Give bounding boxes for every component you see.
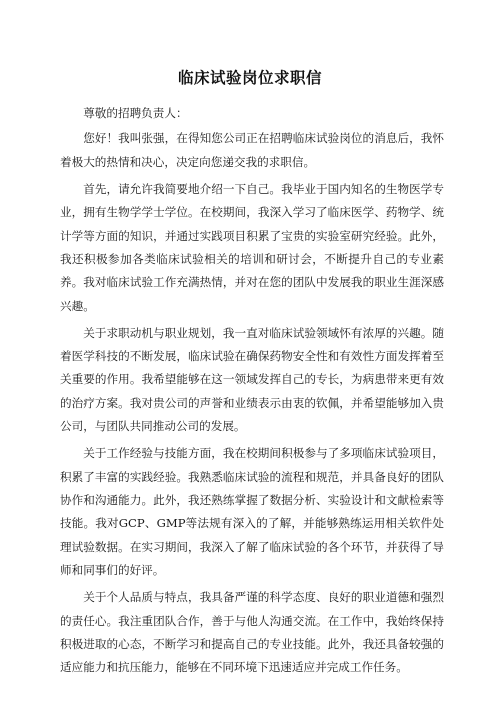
paragraph-motivation: 关于求职动机与职业规划，我一直对临床试验领域怀有浓厚的兴趣。随着医学科技的不断发展，临床试验在确保药物安全性和有效性方面发挥着至关重要的作用。我希望能够在这一领域发挥自己的专长，为病患带来更有效的治疗方案。我对贵公司的声誉和业绩表示由衷的钦佩，并希望能够加入贵公司，与团队共同推动公司的发展。 (60, 325, 444, 434)
paragraph-introduction: 首先，请允许我简要地介绍一下自己。我毕业于国内知名的生物医学专业，拥有生物学学士学位。在校期间，我深入学习了临床医学、药物学、统计学等方面的知识，并通过实践项目积累了宝贵的实验室研究经验。此外，我还积极参加各类临床试验相关的培训和研讨会，不断提升自己的专业素养。我对临床试验工作充满热情，并对在您的团队中发展我的职业生涯深感兴趣。 (60, 181, 444, 313)
paragraph-greeting: 您好！我叫张强，在得知您公司正在招聘临床试验岗位的消息后，我怀着极大的热情和决心，决定向您递交我的求职信。 (60, 131, 444, 169)
paragraph-qualities: 关于个人品质与特点，我具备严谨的科学态度、良好的职业道德和强烈的责任心。我注重团队合作，善于与他人沟通交流。在工作中，我始终保持积极进取的心态，不断学习和提高自己的专业技能。此外，我还具备较强的适应能力和抗压能力，能够在不同环境下迅速适应并完成工作任务。 (60, 590, 444, 675)
letter-body (60, 102, 444, 683)
document-title: 临床试验岗位求职信 (177, 69, 322, 87)
salutation: 尊敬的招聘负责人： (83, 106, 188, 120)
paragraph-experience: 关于工作经验与技能方面，我在校期间积极参与了多项临床试验项目，积累了丰富的实践经验。我熟悉临床试验的流程和规范，并具备良好的团队协作和沟通能力。此外，我还熟练掌握了数据分析、实验设计和文献检索等技能。我对GCP、GMP等法规有深入的了解，并能够熟练运用相关软件处理试验数据。在实习期间，我深入了解了临床试验的各个环节，并获得了导师和同事们的好评。 (60, 446, 444, 578)
